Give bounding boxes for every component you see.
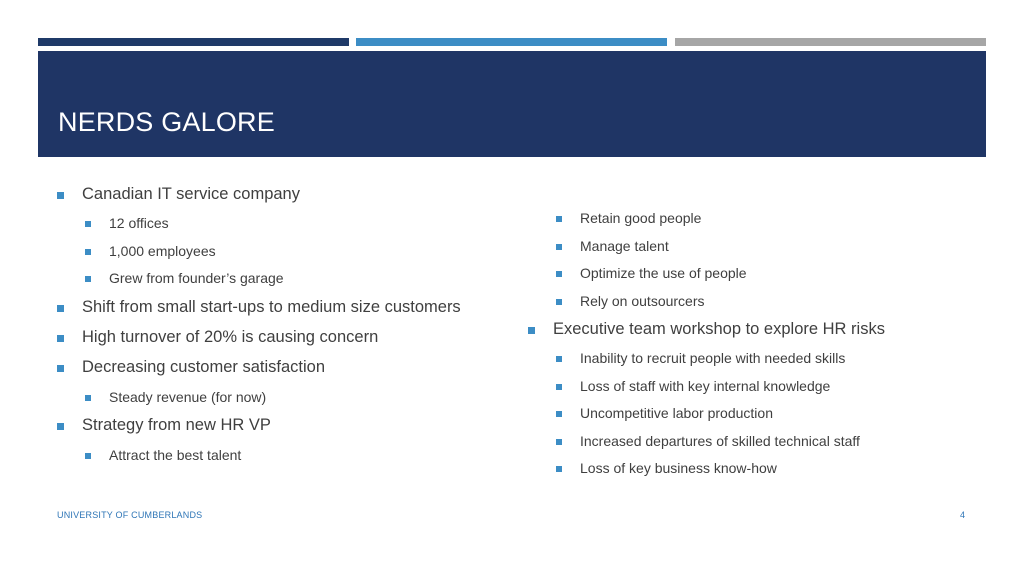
list-item-text: Attract the best talent — [109, 447, 242, 463]
list-item-text: Rely on outsourcers — [580, 293, 705, 309]
slide-page-number: 4 — [960, 510, 966, 520]
list-item — [553, 320, 885, 339]
list-item-text: Optimize the use of people — [580, 265, 747, 281]
square-bullet-icon — [57, 365, 64, 372]
list-item — [109, 447, 241, 463]
list-item — [109, 243, 216, 259]
square-bullet-icon — [85, 395, 91, 401]
square-bullet-icon — [57, 305, 64, 312]
square-bullet-icon — [556, 439, 562, 445]
list-item-text: Inability to recruit people with needed skills — [580, 350, 846, 366]
square-bullet-icon — [556, 411, 562, 417]
list-item — [580, 378, 830, 394]
list-item-text: Decreasing customer satisfaction — [82, 358, 326, 376]
list-item-text: Steady revenue (for now) — [109, 389, 267, 405]
square-bullet-icon — [85, 249, 91, 255]
square-bullet-icon — [556, 216, 562, 222]
square-bullet-icon — [57, 192, 64, 199]
list-item-text: Loss of staff with key internal knowledge — [580, 378, 831, 394]
square-bullet-icon — [556, 244, 562, 250]
square-bullet-icon — [85, 276, 91, 282]
list-item-text: Loss of key business know-how — [580, 460, 777, 476]
square-bullet-icon — [57, 423, 64, 430]
list-item-text: Shift from small start-ups to medium size customers — [82, 298, 461, 316]
list-item — [580, 293, 705, 309]
list-item — [109, 215, 169, 231]
list-item — [109, 389, 266, 405]
square-bullet-icon — [57, 335, 64, 342]
title-band — [38, 51, 986, 157]
list-item-text: Grew from founder’s garage — [109, 270, 284, 286]
square-bullet-icon — [85, 453, 91, 459]
list-item — [82, 328, 378, 347]
list-item — [82, 185, 300, 204]
list-item — [580, 405, 773, 421]
list-item-text: Canadian IT service company — [82, 185, 300, 203]
list-item — [580, 265, 747, 281]
list-item-text: Strategy from new HR VP — [82, 416, 271, 434]
footer-organization: UNIVERSITY OF CUMBERLANDS — [57, 510, 203, 520]
slide-title: NERDS GALORE — [58, 107, 275, 137]
square-bullet-icon — [556, 299, 562, 305]
list-item — [109, 270, 284, 286]
list-item-text: Increased departures of skilled technical staff — [580, 433, 860, 449]
list-item — [82, 416, 271, 435]
list-item-text: Retain good people — [580, 210, 702, 226]
square-bullet-icon — [556, 384, 562, 390]
list-item-text: High turnover of 20% is causing concern — [82, 328, 379, 346]
top-accent-bar-gray — [675, 38, 986, 46]
list-item — [82, 298, 461, 317]
list-item — [82, 358, 325, 377]
top-accent-bar-light-blue — [356, 38, 667, 46]
square-bullet-icon — [556, 271, 562, 277]
list-item — [580, 433, 860, 449]
list-item — [580, 210, 701, 226]
square-bullet-icon — [556, 466, 562, 472]
square-bullet-icon — [85, 221, 91, 227]
square-bullet-icon — [528, 327, 535, 334]
list-item-text: Executive team workshop to explore HR risks — [553, 320, 885, 338]
list-item — [580, 350, 845, 366]
square-bullet-icon — [556, 356, 562, 362]
list-item-text: Manage talent — [580, 238, 669, 254]
top-accent-bar-dark-blue — [38, 38, 349, 46]
list-item-text: 1,000 employees — [109, 243, 216, 259]
list-item-text: 12 offices — [109, 215, 169, 231]
list-item-text: Uncompetitive labor production — [580, 405, 773, 421]
list-item — [580, 460, 777, 476]
list-item — [580, 238, 669, 254]
